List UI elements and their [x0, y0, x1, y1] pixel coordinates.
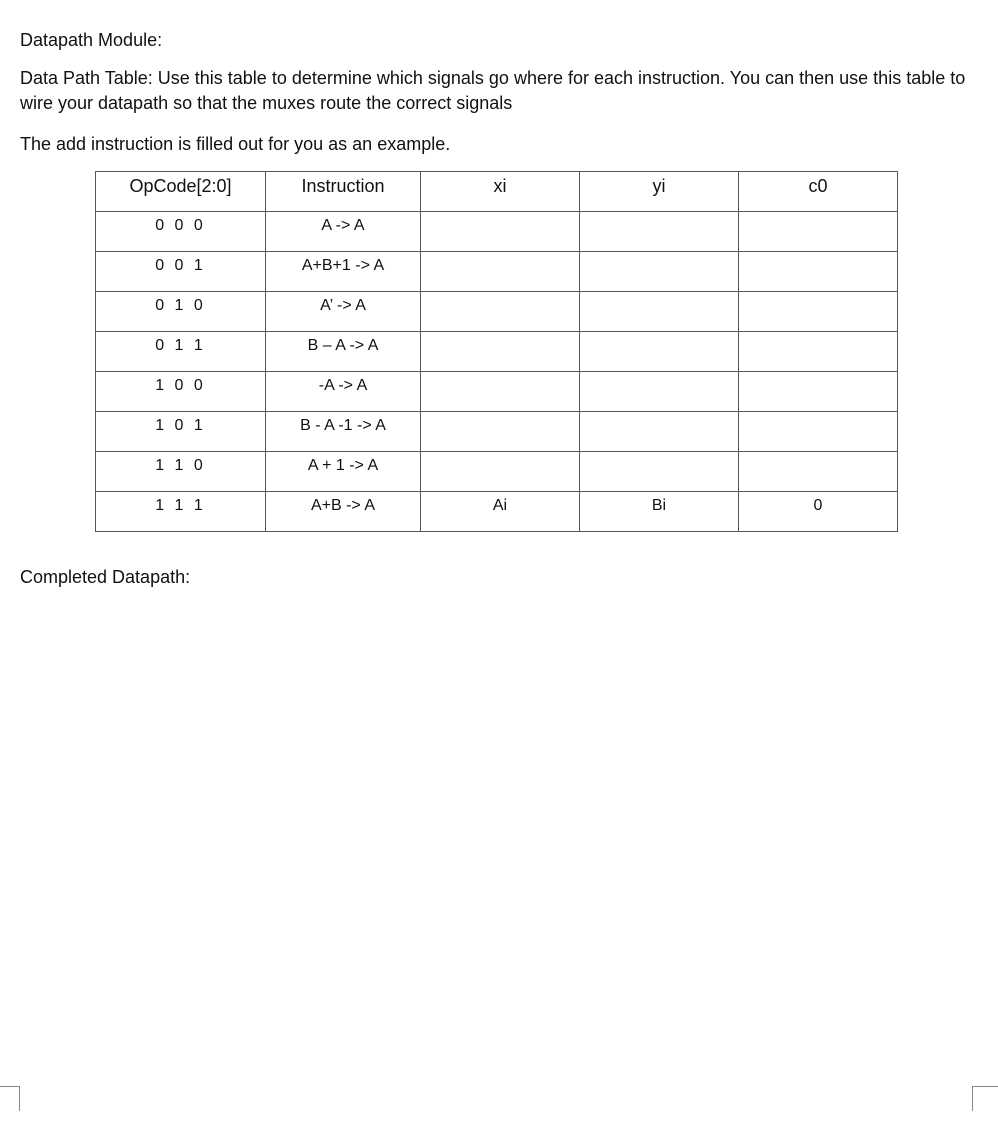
cell-opcode: 1 0 1 [96, 412, 266, 452]
section-heading: Datapath Module: [20, 30, 163, 50]
cell-yi [580, 292, 739, 332]
example-note: The add instruction is filled out for you as an example. [20, 134, 451, 154]
cell-yi [580, 452, 739, 492]
cell-xi [421, 372, 580, 412]
table-row [96, 292, 898, 332]
cell-yi [580, 332, 739, 372]
table-row [96, 252, 898, 292]
cell-xi [421, 412, 580, 452]
header-opcode: OpCode[2:0] [96, 172, 266, 212]
cell-c0 [739, 372, 898, 412]
cell-instruction: B – A -> A [266, 332, 421, 372]
cell-xi [421, 332, 580, 372]
cell-opcode: 1 0 0 [96, 372, 266, 412]
page-corner-mark-left [0, 1086, 20, 1111]
cell-xi [421, 452, 580, 492]
cell-xi: Ai [421, 492, 580, 532]
cell-opcode: 1 1 1 [96, 492, 266, 532]
table-header-row [96, 172, 898, 212]
completed-datapath-label: Completed Datapath: [20, 567, 191, 587]
cell-yi [580, 252, 739, 292]
header-instruction: Instruction [266, 172, 421, 212]
cell-c0 [739, 332, 898, 372]
table-row [96, 412, 898, 452]
header-yi: yi [580, 172, 739, 212]
cell-instruction: -A -> A [266, 372, 421, 412]
cell-opcode: 0 1 1 [96, 332, 266, 372]
cell-c0 [739, 292, 898, 332]
cell-xi [421, 252, 580, 292]
intro-paragraph: Data Path Table: Use this table to determine which signals go where for each instruction. You can then use this table to wire your datapath so that the muxes route the correct signals [20, 68, 966, 113]
cell-yi: Bi [580, 492, 739, 532]
cell-instruction: A’ -> A [266, 292, 421, 332]
cell-opcode: 1 1 0 [96, 452, 266, 492]
page-corner-mark-right [972, 1086, 998, 1111]
table-row [96, 492, 898, 532]
datapath-table [95, 171, 898, 532]
cell-instruction: A+B -> A [266, 492, 421, 532]
cell-c0 [739, 252, 898, 292]
cell-xi [421, 212, 580, 252]
cell-yi [580, 412, 739, 452]
cell-opcode: 0 0 0 [96, 212, 266, 252]
cell-instruction: A+B+1 -> A [266, 252, 421, 292]
header-c0: c0 [739, 172, 898, 212]
cell-c0 [739, 452, 898, 492]
cell-opcode: 0 1 0 [96, 292, 266, 332]
cell-yi [580, 212, 739, 252]
table-row [96, 212, 898, 252]
cell-instruction: A -> A [266, 212, 421, 252]
table-row [96, 452, 898, 492]
cell-instruction: A + 1 -> A [266, 452, 421, 492]
cell-c0 [739, 412, 898, 452]
cell-c0 [739, 212, 898, 252]
cell-instruction: B - A -1 -> A [266, 412, 421, 452]
cell-c0: 0 [739, 492, 898, 532]
table-row [96, 372, 898, 412]
header-xi: xi [421, 172, 580, 212]
cell-xi [421, 292, 580, 332]
cell-opcode: 0 0 1 [96, 252, 266, 292]
table-row [96, 332, 898, 372]
cell-yi [580, 372, 739, 412]
